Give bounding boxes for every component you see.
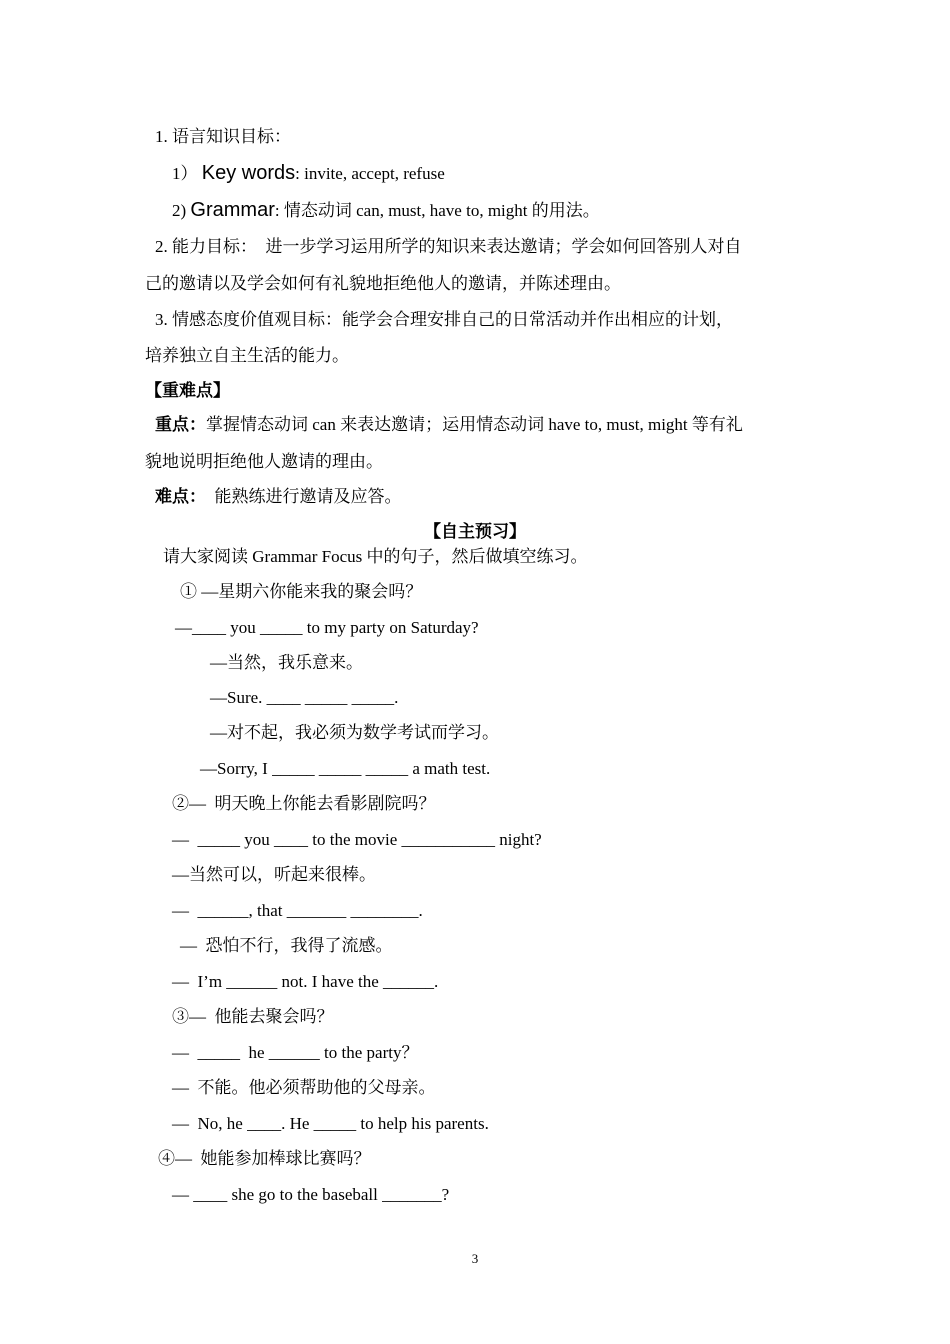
focus-text: 掌握情态动词 can 来表达邀请；运用情态动词 have to, must, might 等有礼 <box>206 415 743 434</box>
objective-1: 1. 语言知识目标： <box>155 127 291 146</box>
grammar-label: Grammar <box>190 199 275 221</box>
objective-3-cont: 培养独立自主生活的能力。 <box>145 346 349 365</box>
exercise-line: —当然可以，听起来很棒。 <box>172 865 376 884</box>
keywords-label: Key words <box>201 162 296 184</box>
exercise-line: — _____ you ____ to the movie ___________ night? <box>172 830 542 849</box>
exercise-line: — I’m ______ not. I have the ______. <box>172 972 439 991</box>
exercise-line: ① —星期六你能来我的聚会吗？ <box>180 582 423 601</box>
list-marker: 1） <box>172 164 198 183</box>
exercise-line: —____ you _____ to my party on Saturday? <box>175 618 479 637</box>
page-number: 3 <box>471 1251 479 1266</box>
objective-3: 3. 情感态度价值观目标：能学会合理安排自己的日常活动并作出相应的计划， <box>155 310 733 329</box>
exercise-line: —Sure. ____ _____ _____. <box>210 688 399 707</box>
preview-heading: 【自主预习】 <box>424 522 526 541</box>
exercise-line: ④— 她能参加棒球比赛吗？ <box>158 1149 371 1168</box>
objective-1-keywords <box>172 162 445 185</box>
exercise-line: — _____ he ______ to the party？ <box>172 1043 419 1062</box>
difficulty-line <box>155 486 402 508</box>
focus-line <box>155 414 743 436</box>
objective-2-cont: 己的邀请以及学会如何有礼貌地拒绝他人的邀请，并陈述理由。 <box>145 274 621 293</box>
grammar-text: : 情态动词 can, must, have to, might 的用法。 <box>274 201 600 220</box>
exercise-line: ③— 他能去聚会吗？ <box>172 1007 334 1026</box>
exercise-line: —Sorry, I _____ _____ _____ a math test. <box>200 759 491 778</box>
objective-2: 2. 能力目标： 进一步学习运用所学的知识来表达邀请；学会如何回答别人对自 <box>155 237 742 256</box>
exercise-line: — 恐怕不行，我得了流感。 <box>180 936 393 955</box>
exercise-line: ②— 明天晚上你能去看影剧院吗？ <box>172 794 436 813</box>
list-marker: 2) <box>172 201 191 220</box>
key-points-heading: 【重难点】 <box>145 381 230 400</box>
focus-line-cont: 貌地说明拒绝他人邀请的理由。 <box>145 452 383 471</box>
objective-1-grammar <box>172 199 600 222</box>
exercise-line: — ______, that _______ ________. <box>172 901 423 920</box>
difficulty-text: 能熟练进行邀请及应答。 <box>206 487 402 506</box>
preview-intro: 请大家阅读 Grammar Focus 中的句子，然后做填空练习。 <box>163 547 588 566</box>
difficulty-label: 难点： <box>155 487 206 506</box>
exercise-line: — 不能。他必须帮助他的父母亲。 <box>172 1078 436 1097</box>
exercise-line: —当然，我乐意来。 <box>210 653 363 672</box>
exercise-line: — No, he ____. He _____ to help his parents. <box>172 1114 489 1133</box>
keywords-text: : invite, accept, refuse <box>295 164 445 183</box>
exercise-line: — ____ she go to the baseball _______? <box>172 1185 450 1204</box>
focus-label: 重点： <box>155 415 206 434</box>
exercise-line: —对不起，我必须为数学考试而学习。 <box>210 723 499 742</box>
